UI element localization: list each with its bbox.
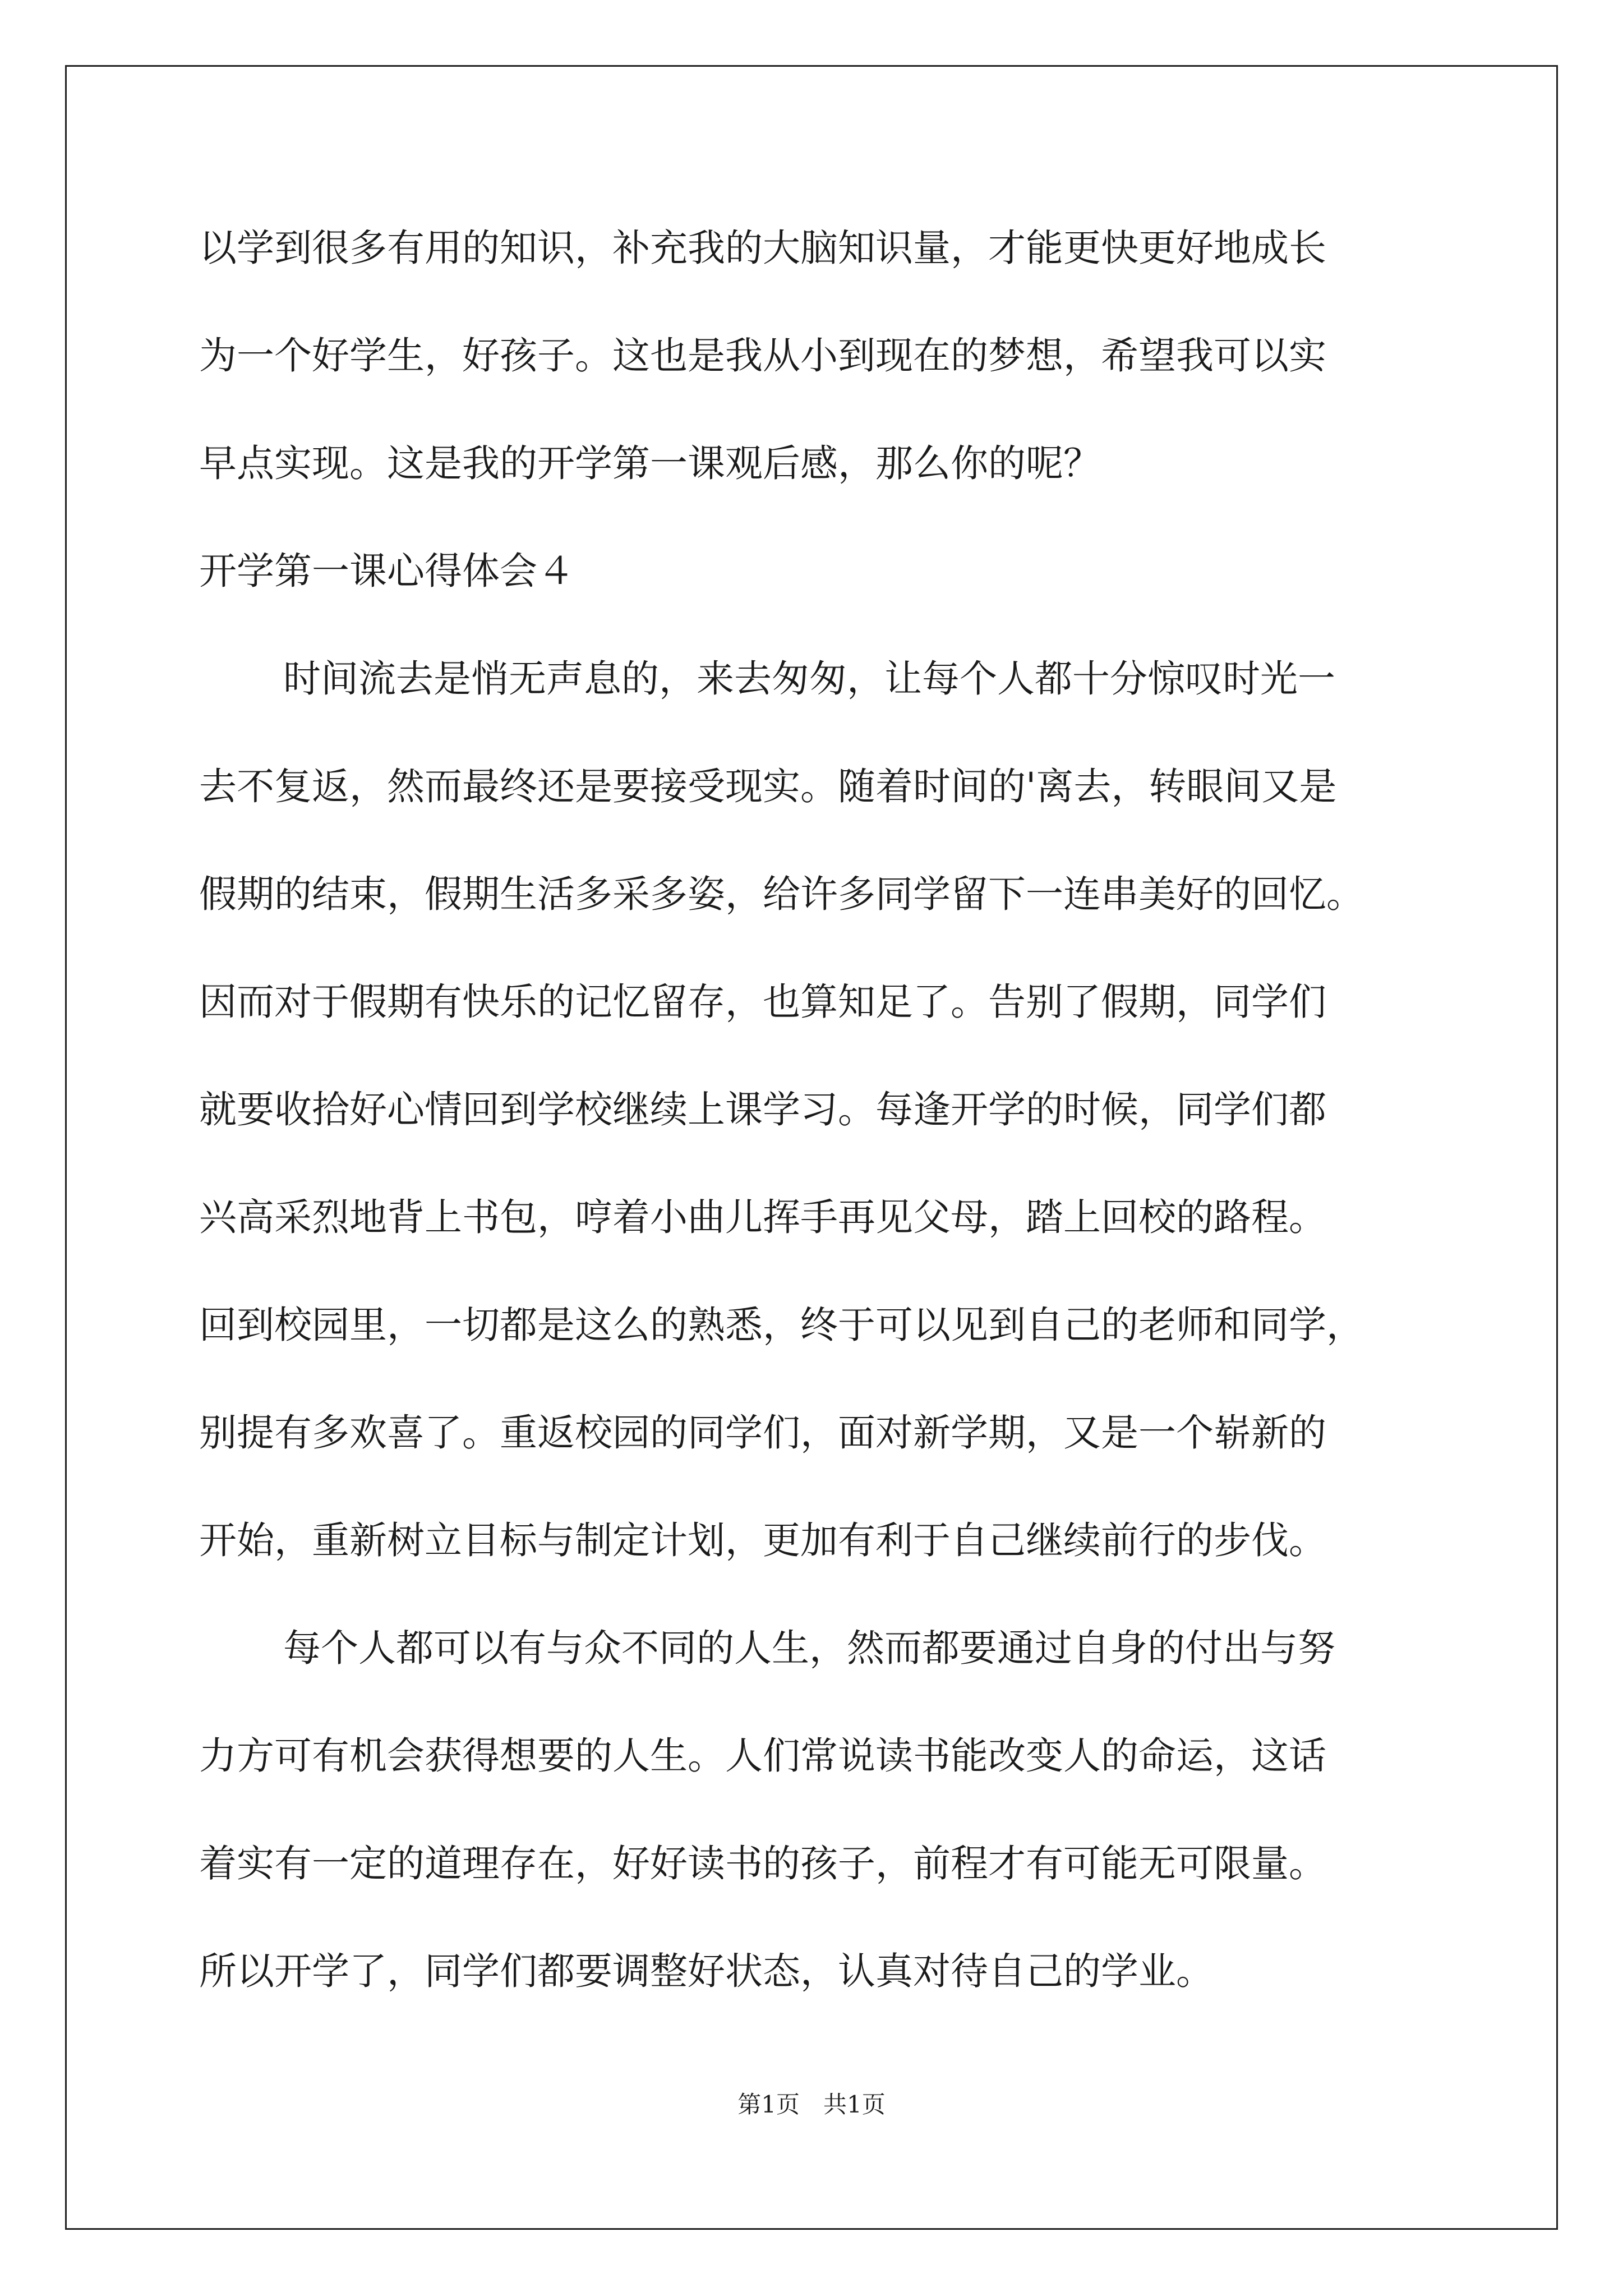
body-text-line: 去不复返，然而最终还是要接受现实。随着时间的'离去，转眼间又是 xyxy=(199,765,1337,808)
body-text-line: 假期的结束，假期生活多采多姿，给许多同学留下一连串美好的回忆。 xyxy=(199,872,1364,916)
body-text-line: 开始，重新树立目标与制定计划，更加有利于自己继续前行的步伐。 xyxy=(199,1519,1326,1562)
body-text-line: 兴高采烈地背上书包，哼着小曲儿挥手再见父母，踏上回校的路程。 xyxy=(199,1195,1326,1239)
page-footer: 第1页 共1页 xyxy=(737,2091,886,2118)
body-text-line: 以学到很多有用的知识，补充我的大脑知识量，才能更快更好地成长 xyxy=(199,226,1326,270)
body-text-line: 着实有一定的道理存在，好好读书的孩子，前程才有可能无可限量。 xyxy=(199,1842,1326,1885)
body-text-line: 因而对于假期有快乐的记忆留存，也算知足了。告别了假期，同学们 xyxy=(199,980,1326,1024)
body-text-line: 早点实现。这是我的开学第一课观后感，那么你的呢？ xyxy=(199,441,1101,485)
body-text-line: 就要收拾好心情回到学校继续上课学习。每逢开学的时候，同学们都 xyxy=(199,1088,1326,1131)
body-text-line: 时间流去是悄无声息的，来去匆匆，让每个人都十分惊叹时光一 xyxy=(283,657,1335,701)
body-text-line: 别提有多欢喜了。重返校园的同学们，面对新学期，又是一个崭新的 xyxy=(199,1411,1326,1455)
body-text-line: 每个人都可以有与众不同的人生，然而都要通过自身的付出与努 xyxy=(283,1626,1335,1670)
body-text-line: 回到校园里，一切都是这么的熟悉，终于可以见到自己的老师和同学， xyxy=(199,1303,1364,1347)
page-border xyxy=(65,65,1558,2230)
body-text-line: 所以开学了，同学们都要调整好状态，认真对待自己的学业。 xyxy=(199,1949,1214,1993)
body-text-line: 为一个好学生，好孩子。这也是我从小到现在的梦想，希望我可以实 xyxy=(199,334,1326,378)
body-text-line: 力方可有机会获得想要的人生。人们常说读书能改变人的命运，这话 xyxy=(199,1734,1326,1778)
section-heading: 开学第一课心得体会４ xyxy=(199,549,575,593)
